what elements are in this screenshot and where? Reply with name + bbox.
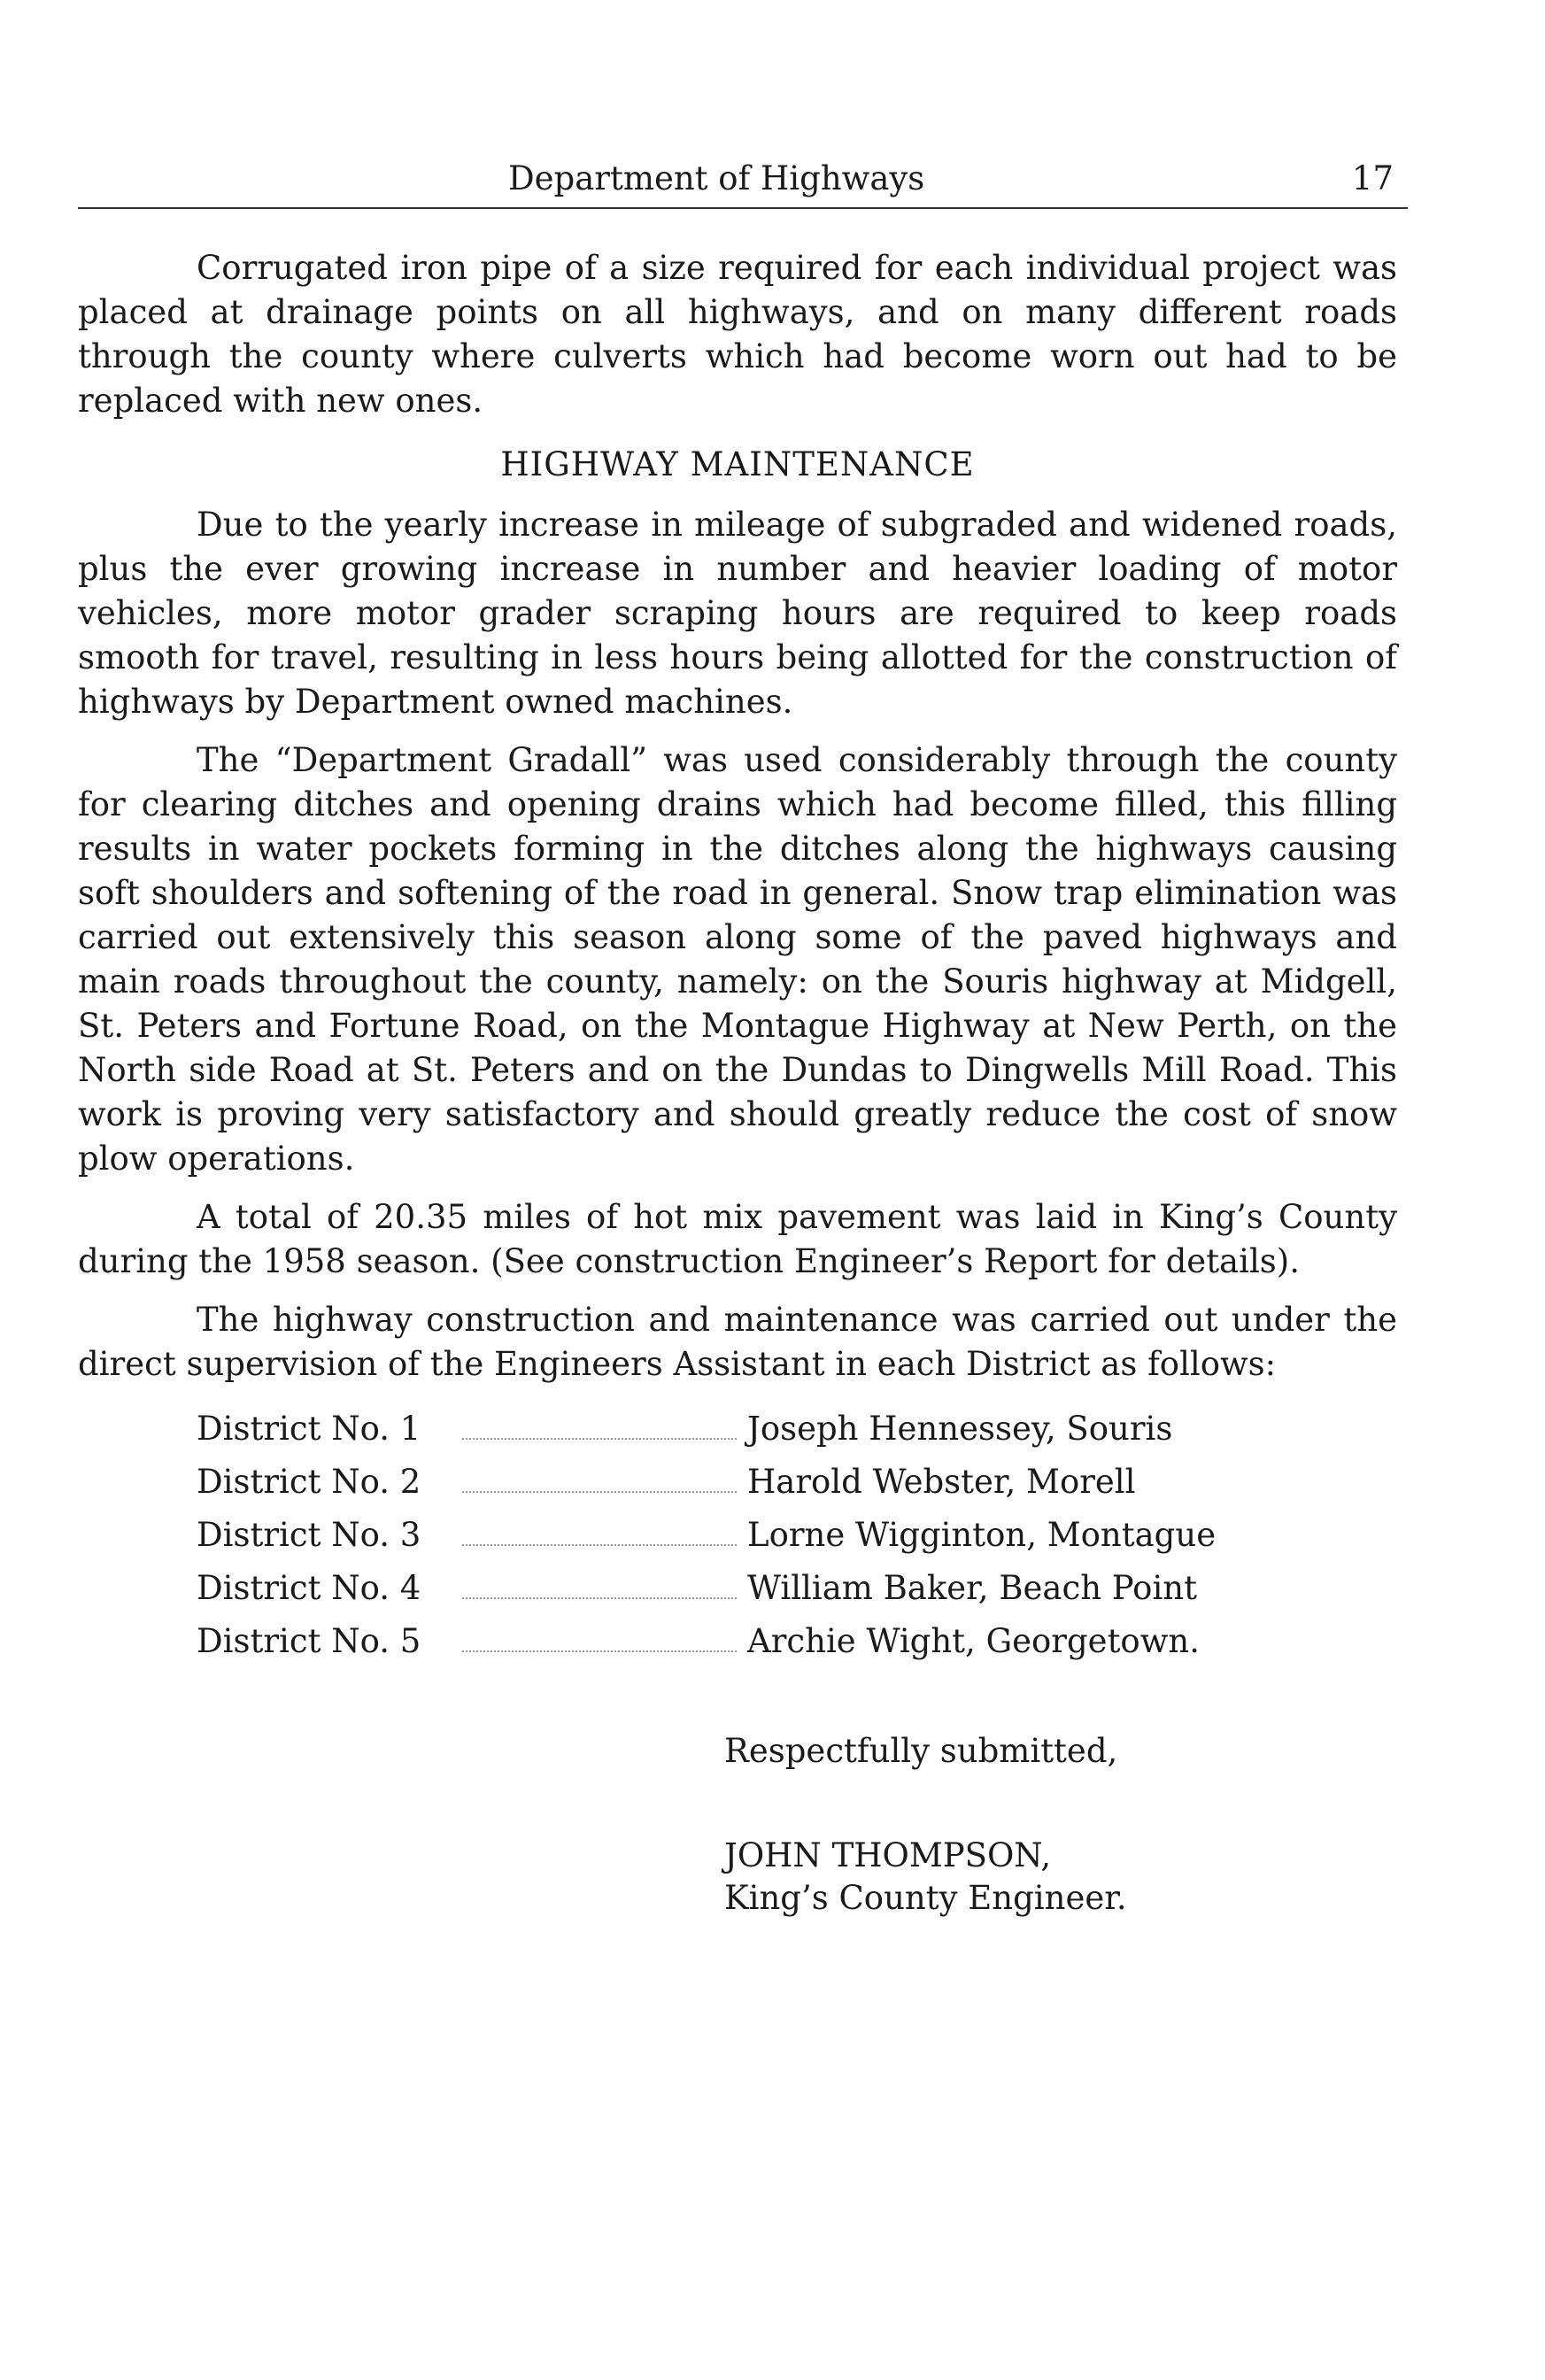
district-assistant: Lorne Wigginton, Montague <box>747 1516 1217 1554</box>
dot-leader <box>462 1543 737 1546</box>
running-header <box>78 159 1397 200</box>
dot-leader <box>462 1596 737 1599</box>
page-number: 17 <box>1351 159 1394 197</box>
dot-leader <box>462 1437 737 1440</box>
section-heading: HIGHWAY MAINTENANCE <box>500 445 975 483</box>
paragraph-supervision: The highway construction and maintenance was carried out under the direct supervision of the Engineers Assistant in each District as follows: <box>78 1301 1397 1383</box>
document-body <box>78 246 1397 1387</box>
district-label: District No. 5 <box>197 1622 421 1660</box>
district-assistant: William Baker, Beach Point <box>747 1569 1197 1607</box>
signatory-name: JOHN THOMPSON, <box>724 1836 1052 1874</box>
list-item <box>197 1402 1397 1456</box>
signature-block <box>724 1730 1397 1920</box>
closing-line: Respectfully submitted, <box>724 1732 1118 1770</box>
district-list <box>197 1402 1397 1668</box>
list-item <box>197 1456 1397 1509</box>
district-assistant: Harold Webster, Morell <box>747 1463 1136 1501</box>
district-assistant: Joseph Hennessey, Souris <box>747 1410 1173 1448</box>
district-assistant: Archie Wight, Georgetown. <box>747 1622 1200 1660</box>
list-item <box>197 1509 1397 1562</box>
list-item <box>197 1615 1397 1668</box>
district-label: District No. 2 <box>197 1463 421 1501</box>
document-page <box>78 159 1397 1920</box>
paragraph-mileage: Due to the yearly increase in mileage of subgraded and widened roads, plus the ever growing increase in number and heavier loading of motor vehicles, more motor grader scraping hours are required to keep roads smooth for travel, resulting in less hours being allotted for the construction of highways by Department owned machines. <box>78 506 1397 721</box>
dot-leader <box>462 1490 737 1493</box>
list-item <box>197 1562 1397 1615</box>
district-label: District No. 4 <box>197 1569 421 1607</box>
paragraph-culverts: Corrugated iron pipe of a size required for each individual project was placed at drainage points on all highways, and on many different roads through the county where culverts which had become worn out had to be replaced with new ones. <box>78 249 1397 420</box>
district-label: District No. 3 <box>197 1516 421 1554</box>
paragraph-hot-mix: A total of 20.35 miles of hot mix pavement was laid in King’s County during the 1958 season. (See construction Engineer’s Report for details). <box>78 1198 1397 1280</box>
paragraph-gradall: The “Department Gradall” was used considerably through the county for clearing ditches and opening drains which had become filled, this filling results in water pockets forming in the ditches along the highways causing soft shoulders and softening of the road in general. Snow trap elimination was carried out extensively this season along some of the paved highways and main roads throughout the county, namely: on the Souris highway at Midgell, St. Peters and Fortune Road, on the Montague Highway at New Perth, on the North side Road at St. Peters and on the Dundas to Dingwells Mill Road. This work is proving very satisfactory and should greatly reduce the cost of snow plow operations. <box>78 741 1397 1178</box>
dot-leader <box>462 1650 737 1652</box>
header-title: Department of Highways <box>508 159 925 197</box>
district-label: District No. 1 <box>197 1410 421 1448</box>
signatory-title: King’s County Engineer. <box>724 1879 1127 1917</box>
header-rule <box>78 207 1408 209</box>
